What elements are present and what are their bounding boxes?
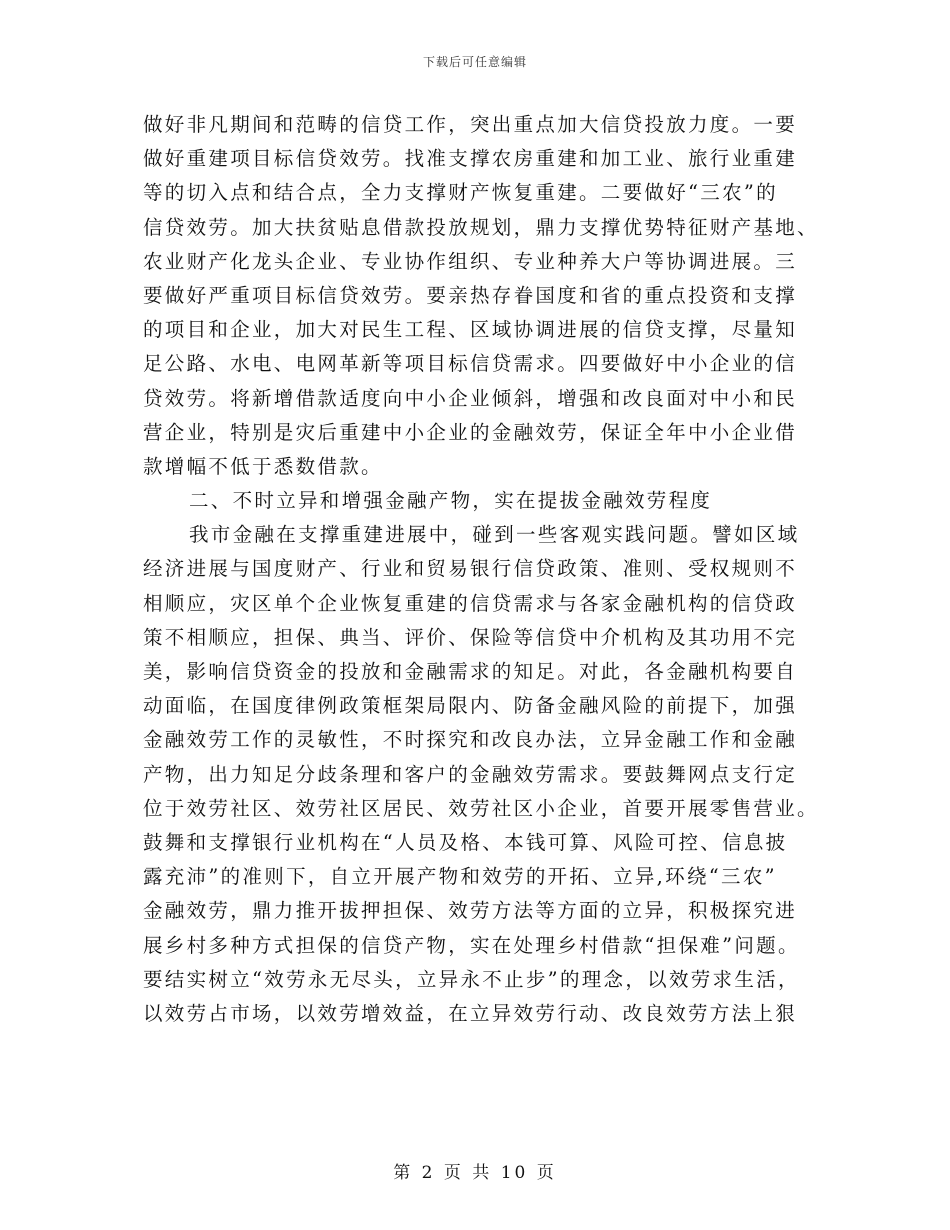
text-line: 金融效劳工作的灵敏性，不时探究和改良办法，立异金融工作和金融 xyxy=(143,728,798,752)
text-line: 营企业，特别是灾后重建中小企业的金融效劳，保证全年中小企业借 xyxy=(143,420,798,444)
text-line: 贷效劳。将新增借款适度向中小企业倾斜，增强和改良面对中小和民 xyxy=(143,386,798,410)
text-line: 展乡村多种方式担保的信贷产物，实在处理乡村借款“担保难”问题。 xyxy=(143,933,800,957)
text-line: 农业财产化龙头企业、专业协作组织、专业种养大户等协调进展。三 xyxy=(143,249,798,273)
text-line: 美，影响信贷资金的投放和金融需求的知足。对此，各金融机构要自 xyxy=(143,660,798,683)
text-line: 产物，出力知足分歧条理和客户的金融效劳需求。要鼓舞网点支行定 xyxy=(143,762,798,786)
text-line: 要结实树立“效劳永无尽头，立异永不止步”的理念，以效劳求生活， xyxy=(143,967,800,991)
text-line: 相顺应，灾区单个企业恢复重建的信贷需求与各家金融机构的信贷政 xyxy=(143,591,798,615)
text-line: 露充沛”的准则下，自立开展产物和效劳的开拓、立异,环绕“三农” xyxy=(143,865,777,889)
text-line: 金融效劳，鼎力推开拔押担保、效劳方法等方面的立异，积极探究进 xyxy=(143,899,798,923)
text-line: 等的切入点和结合点，全力支撑财产恢复重建。二要做好“三农”的 xyxy=(143,181,778,205)
page-header-note: 下载后可任意编辑 xyxy=(422,55,527,69)
text-line: 动面临，在国度律例政策框架局限内、防备金融风险的前提下，加强 xyxy=(143,694,798,718)
page-number: 第 2 页 共 10 页 xyxy=(393,1163,557,1183)
text-line: 的项目和企业，加大对民生工程、区域协调进展的信贷支撑，尽量知 xyxy=(143,318,798,342)
section-heading: 二、不时立异和增强金融产物，实在提拔金融效劳程度 xyxy=(189,489,713,513)
text-line: 位于效劳社区、效劳社区居民、效劳社区小企业，首要开展零售营业。 xyxy=(143,796,819,820)
text-line: 鼓舞和支撑银行业机构在“人员及格、本钱可算、风险可控、信息披 xyxy=(143,830,788,854)
text-line: 信贷效劳。加大扶贫贴息借款投放规划，鼎力支撑优势特征财产基地、 xyxy=(143,215,819,239)
text-line: 做好非凡期间和范畴的信贷工作，突出重点加大信贷投放力度。一要 xyxy=(143,113,798,136)
text-line: 做好重建项目标信贷效劳。找准支撑农房重建和加工业、旅行业重建 xyxy=(143,147,798,171)
text-line: 足公路、水电、电网革新等项目标信贷需求。四要做好中小企业的信 xyxy=(143,352,798,376)
text-line: 我市金融在支撑重建进展中，碰到一些客观实践问题。譬如区域 xyxy=(189,523,800,547)
text-line: 要做好严重项目标信贷效劳。要亲热存眷国度和省的重点投资和支撑 xyxy=(143,283,798,307)
text-line: 策不相顺应，担保、典当、评价、保险等信贷中介机构及其功用不完 xyxy=(143,625,798,649)
body-text xyxy=(143,108,819,1031)
text-line: 以效劳占市场，以效劳增效益，在立异效劳行动、改良效劳方法上狠 xyxy=(143,1001,798,1025)
text-line: 款增幅不低于悉数借款。 xyxy=(143,454,383,478)
text-line: 经济进展与国度财产、行业和贸易银行信贷政策、准则、受权规则不 xyxy=(143,557,798,581)
